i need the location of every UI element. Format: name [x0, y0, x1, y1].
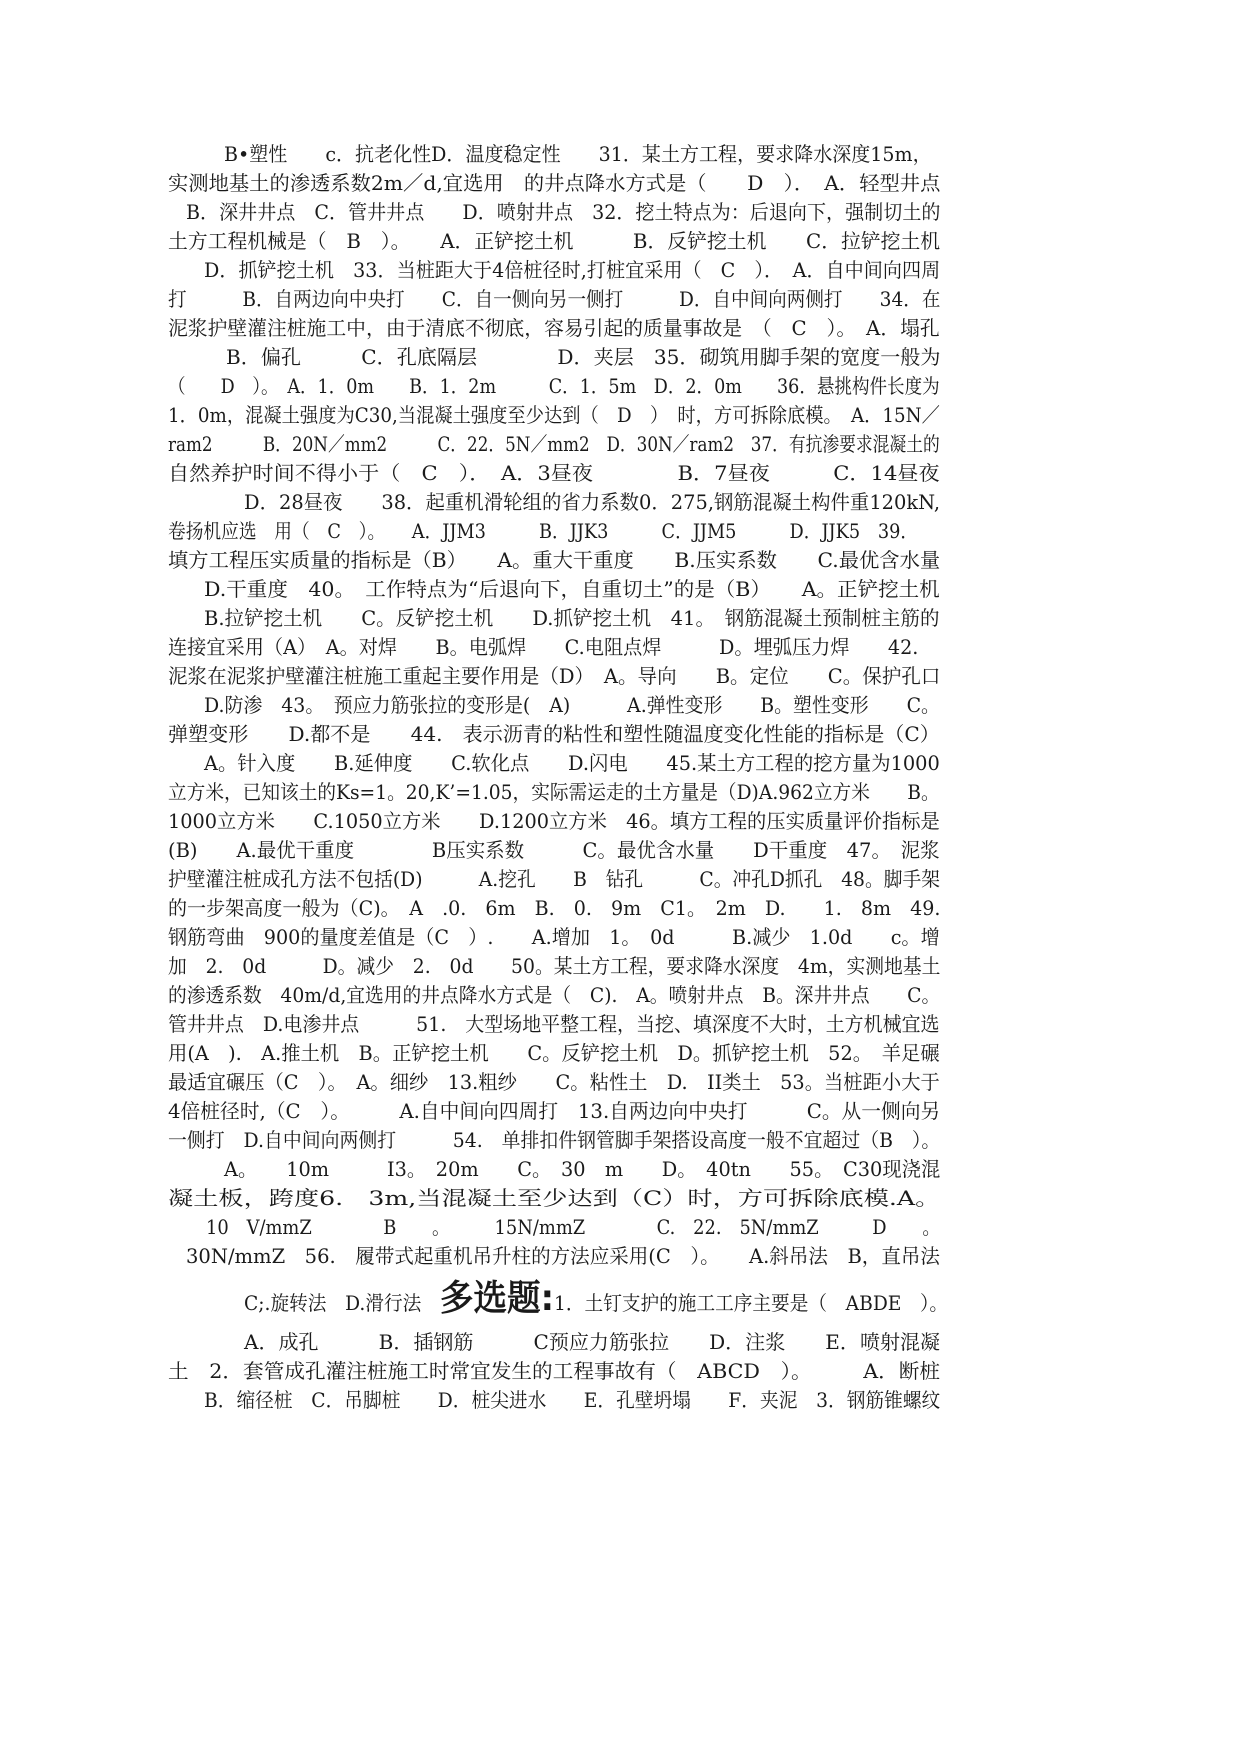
line-text: D.防渗 43。 预应力筋张拉的变形是( A) A.弹性变形 B。塑性变形 C。 — [204, 693, 940, 717]
text-line — [0, 805, 1241, 837]
text-line — [0, 602, 1241, 634]
line-text: 管井井点 D.电渗井点 51. 大型场地平整工程，当挖、填深度不大时，土方机械宜选 — [168, 1012, 940, 1036]
line-text: 的渗透系数 40m/d,宜选用的井点降水方式是（ C). A。喷射井点 B。深井井点 C。 — [168, 983, 941, 1007]
text-line — [0, 921, 1241, 953]
line-text: 立方米，已知该土的Ks=1。20,K’=1.05，实际需运走的土方量是（D)A.962立方米 B。 — [168, 780, 940, 804]
line-text: A．成孔 B．插钢筋 C预应力筋张拉 D．注浆 E．喷射混凝 — [244, 1330, 941, 1354]
line-text: A。 10m I3。 20m C。 30 m D。 40tn 55。 C30现浇混 — [224, 1157, 941, 1181]
text-line — [0, 428, 1241, 460]
line-text: 1000立方米 C.1050立方米 D.1200立方米 46。填方工程的压实质量评价指标是 — [168, 809, 940, 833]
text-line — [0, 341, 1241, 373]
line-text: A。针入度 B.延伸度 C.软化点 D.闪电 45.某土方工程的挖方量为1000 — [204, 751, 940, 775]
text-line — [0, 283, 1241, 315]
line-text: B．偏孔 C．孔底隔层 D．夹层 35．砌筑用脚手架的宽度一般为 — [226, 345, 941, 369]
text-line — [0, 1182, 1241, 1214]
text-line — [0, 312, 1241, 344]
line-text: 泥浆在泥浆护壁灌注桩施工重起主要作用是（D） A。导向 B。定位 C。保护孔口 — [168, 664, 941, 688]
line-text: 土方工程机械是（ B ）。 A．正铲挖土机 B．反铲挖土机 C．拉铲挖土机 — [168, 229, 941, 253]
section-heading: 多选题: — [439, 1278, 555, 1319]
text-line — [0, 776, 1241, 808]
line-text: 加 2. 0d D。减少 2. 0d 50。某土方工程，要求降水深度 4m，实测地基土 — [168, 954, 941, 978]
text-line — [0, 892, 1241, 924]
line-text: 自然养护时间不得小于（ C ）． A．3昼夜 B．7昼夜 C．14昼夜 — [168, 461, 940, 485]
text-line — [0, 167, 1241, 199]
line-text: 的一步架高度一般为（C)。 A .0. 6m B. 0. 9m C1。 2m D. 1. 8m 49. — [168, 896, 941, 920]
text-line — [0, 631, 1241, 663]
text-line — [0, 1355, 1241, 1387]
line-text: (B) A.最优干重度 B压实系数 C。最优含水量 D干重度 47。 泥浆 — [168, 838, 940, 862]
line-text: 填方工程压实质量的指标是（B） A。重大干重度 B.压实系数 C.最优含水量 — [168, 548, 941, 572]
text-line — [0, 834, 1241, 866]
line-text: ram2 B．20N／mm2 C．22．5N／mm2 D．30N／ram2 37．有抗渗要求混凝土的 — [168, 432, 940, 456]
line-text: 实测地基土的渗透系数2m／d,宜选用 的井点降水方式是（ D ）． A．轻型井点 — [168, 171, 941, 195]
line-text: 用(A ). A.推土机 B。正铲挖土机 C。反铲挖土机 D。抓铲挖土机 52。 羊足碾 — [168, 1041, 940, 1065]
line-text: （ D ）。 A．1．0m B．1．2m C．1．5m D．2．0m 36．悬挑构件长度为 — [168, 374, 940, 398]
text-line — [0, 1124, 1241, 1156]
text-line — [0, 138, 1241, 170]
line-text: 泥浆护壁灌注桩施工中，由于清底不彻底，容易引起的质量事故是 （ C ）。 A．塌孔 — [168, 316, 940, 340]
line-text: D．28昼夜 38．起重机滑轮组的省力系数0．275,钢筋混凝土构件重120kN, — [244, 490, 941, 514]
text-line — [0, 254, 1241, 286]
text-line — [0, 457, 1241, 489]
text-line — [0, 747, 1241, 779]
line-text: 钢筋弯曲 900的量度差值是（C ）. A.增加 1。 0d B.减少 1.0d c。增 — [168, 925, 940, 949]
line-text: 4倍桩径时,（C ）。 A.自中间向四周打 13.自两边向中央打 C。从一侧向另 — [168, 1099, 941, 1123]
line-text: 凝土板，跨度6. 3m,当混凝土至少达到（C）时，方可拆除底模.A。 — [168, 1186, 941, 1210]
text-line — [0, 660, 1241, 692]
line-text: B•塑性 c．抗老化性D．温度稳定性 31．某土方工程，要求降水深度15m， — [224, 142, 932, 166]
text-line — [0, 486, 1241, 518]
line-text: 护壁灌注桩成孔方法不包括(D) A.挖孔 B 钻孔 C。冲孔D抓孔 48。脚手架 — [168, 867, 940, 891]
text-line — [0, 1008, 1241, 1040]
text-line — [0, 950, 1241, 982]
line-suffix: 1．土钉支护的施工工序主要是（ ABDE ）。 — [554, 1291, 949, 1315]
text-line — [0, 1326, 1241, 1358]
line-text: 30N/mmZ 56. 履带式起重机吊升柱的方法应采用(C ）。 A.斜吊法 B，直吊法 — [186, 1244, 940, 1268]
text-line — [0, 399, 1241, 431]
line-text: 10 V/mmZ B 。 15N/mmZ C. 22. 5N/mmZ D 。 — [206, 1215, 941, 1239]
text-line — [0, 1384, 1241, 1416]
text-line — [0, 1211, 1241, 1243]
line-text: B．深井井点 C．管井井点 D．喷射井点 32．挖土特点为：后退向下，强制切土的 — [186, 200, 941, 224]
section-line — [0, 1278, 1241, 1319]
line-text: 弹塑变形 D.都不是 44. 表示沥青的粘性和塑性随温度变化性能的指标是（C） — [168, 722, 940, 746]
line-text — [244, 1278, 949, 1319]
text-line — [0, 863, 1241, 895]
line-text: 一侧打 D.自中间向两侧打 54. 单排扣件钢管脚手架搭设高度一般不宜超过（B ）。 — [168, 1128, 941, 1152]
text-line — [0, 225, 1241, 257]
text-line — [0, 689, 1241, 721]
text-line — [0, 573, 1241, 605]
text-line — [0, 544, 1241, 576]
line-text: 土 2．套管成孔灌注桩施工时常宜发生的工程事故有（ ABCD ）。 A．断桩 — [168, 1359, 941, 1383]
line-text: 连接宜采用（A） A。对焊 B。电弧焊 C.电阻点焊 D。埋弧压力焊 42. — [168, 635, 919, 659]
line-text: 卷扬机应选 用（ C ）。 A．JJM3 B．JJK3 C．JJM5 D．JJK5 39． — [168, 519, 919, 543]
text-line — [0, 1037, 1241, 1069]
text-line — [0, 196, 1241, 228]
text-line — [0, 370, 1241, 402]
text-line — [0, 718, 1241, 750]
text-line — [0, 979, 1241, 1011]
line-text: 最适宜碾压（C ）。 A。细纱 13.粗纱 C。粘性土 D. II类土 53。当桩距小大于 — [168, 1070, 940, 1094]
text-line — [0, 515, 1241, 547]
text-line — [0, 1066, 1241, 1098]
line-text: 1．0m，混凝土强度为C30,当混凝土强度至少达到（ D ） 时，方可拆除底模。 A．15N／ — [168, 403, 940, 427]
line-prefix: C;.旋转法 D.滑行法 — [244, 1291, 440, 1315]
text-line — [0, 1240, 1241, 1272]
line-text: 打 B．自两边向中央打 C．自一侧向另一侧打 D．自中间向两侧打 34．在 — [168, 287, 941, 311]
text-line — [0, 1153, 1241, 1185]
line-text: B．缩径桩 C．吊脚桩 D．桩尖进水 E．孔壁坍塌 F．夹泥 3．钢筋锥螺纹 — [204, 1388, 941, 1412]
line-text: B.拉铲挖土机 C。反铲挖土机 D.抓铲挖土机 41。 钢筋混凝土预制桩主筋的 — [204, 606, 940, 630]
line-text: D.干重度 40。 工作特点为“后退向下，自重切土”的是（B） A。正铲挖土机 — [204, 577, 940, 601]
text-line — [0, 1095, 1241, 1127]
line-text: D．抓铲挖土机 33．当桩距大于4倍桩径时,打桩宜采用（ C ）． A．自中间向四周 — [204, 258, 941, 282]
